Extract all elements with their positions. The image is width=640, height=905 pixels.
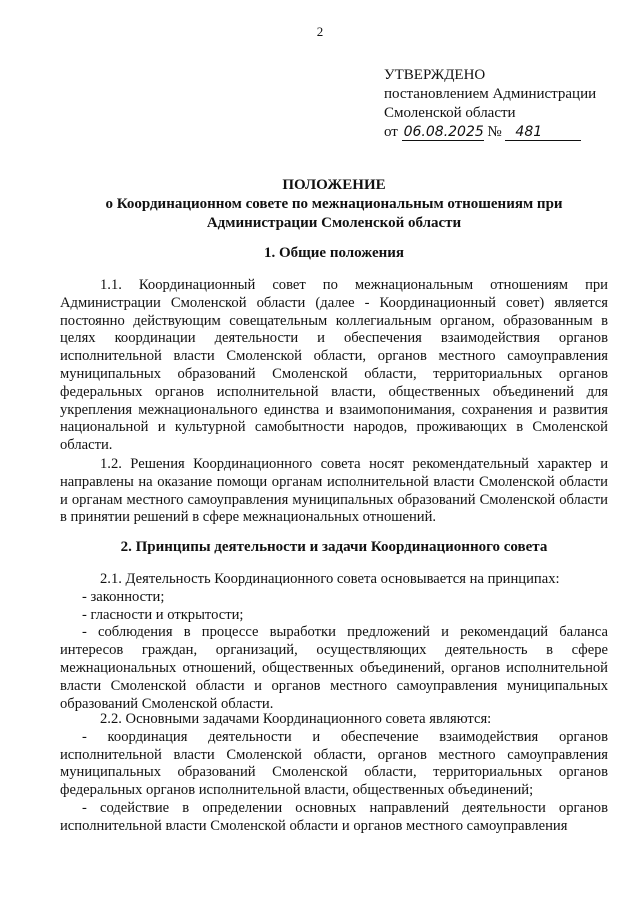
section2-principles [60, 571, 608, 713]
title-main: ПОЛОЖЕНИЕ [282, 177, 386, 193]
section2-heading: 2. Принципы деятельности и задачи Координационного совета [120, 539, 548, 555]
title-subtitle-line2: Администрации Смоленской области [206, 215, 462, 231]
approval-number-label: № [487, 124, 502, 140]
approval-date-line [384, 123, 624, 142]
approval-title: УТВЕРЖДЕНО [384, 67, 486, 83]
list-item: - законности; [82, 588, 165, 605]
paragraph-text: 1.2. Решения Координационного совета носят рекомендательный характер и направлены на оказание помощи органам исполнительной власти Смоленской области и органам местного самоуправления муниципальных образований Смоленской области в принятии решений в сфере межнациональных отношений. [60, 456, 608, 526]
section1-paragraph-1 [60, 277, 608, 455]
approval-region: Смоленской области [384, 105, 516, 121]
title-subtitle-line1: о Координационном совете по межнациональным отношениям при [105, 196, 563, 212]
list-item: - соблюдения в процессе выработки предложений и рекомендаций баланса интересов граждан, организаций, осуществляющих деятельность в сфере межнациональных отношений, общественных объединений, органов исполнительной власти Смоленской области и органов местного самоуправления муниципальных образований Смоленской области. [60, 624, 608, 712]
approval-from-label: от [384, 124, 398, 140]
list-item: - координация деятельности и обеспечение взаимодействия органов исполнительной власти Смоленской области, органов местного самоуправления муниципальных образований Смоленской области, территориальных органов федеральных органов исполнительной власти, общественных объединений; [60, 728, 608, 799]
list-item: - гласности и открытости; [82, 606, 244, 623]
section2-tasks [60, 711, 608, 836]
approval-date: 06.08.2025 [403, 124, 484, 140]
paragraph-text: 2.1. Деятельность Координационного совета основывается на принципах: [100, 571, 560, 587]
paragraph-text: 2.2. Основными задачами Координационного совета являются: [100, 711, 492, 727]
list-item: - содействие в определении основных направлений деятельности органов исполнительной власти Смоленской области и органов местного самоуправления [60, 799, 608, 834]
approval-stamp [384, 66, 624, 142]
approval-number: 481 [505, 125, 581, 141]
approval-resolution: постановлением Администрации [384, 86, 597, 102]
section1-paragraph-2 [60, 456, 608, 527]
section1-heading: 1. Общие положения [263, 245, 405, 261]
document-title [60, 176, 608, 233]
page-number: 2 [316, 24, 324, 39]
paragraph-text: 1.1. Координационный совет по межнациональным отношениям при Администрации Смоленской области (далее - Координационный совет) является постоянно действующим совещательным коллегиальным органом, образованным в целях координации деятельности и обеспечения взаимодействия органов исполнительной власти Смоленской области, органов местного самоуправления муниципальных образований Смоленской области, территориальных органов федеральных органов исполнительной власти, общественных объединений для укрепления межнационального единства и взаимопонимания, сохранения и развития национальной и культурной самобытности народов, проживающих в Смоленской области. [60, 277, 608, 454]
